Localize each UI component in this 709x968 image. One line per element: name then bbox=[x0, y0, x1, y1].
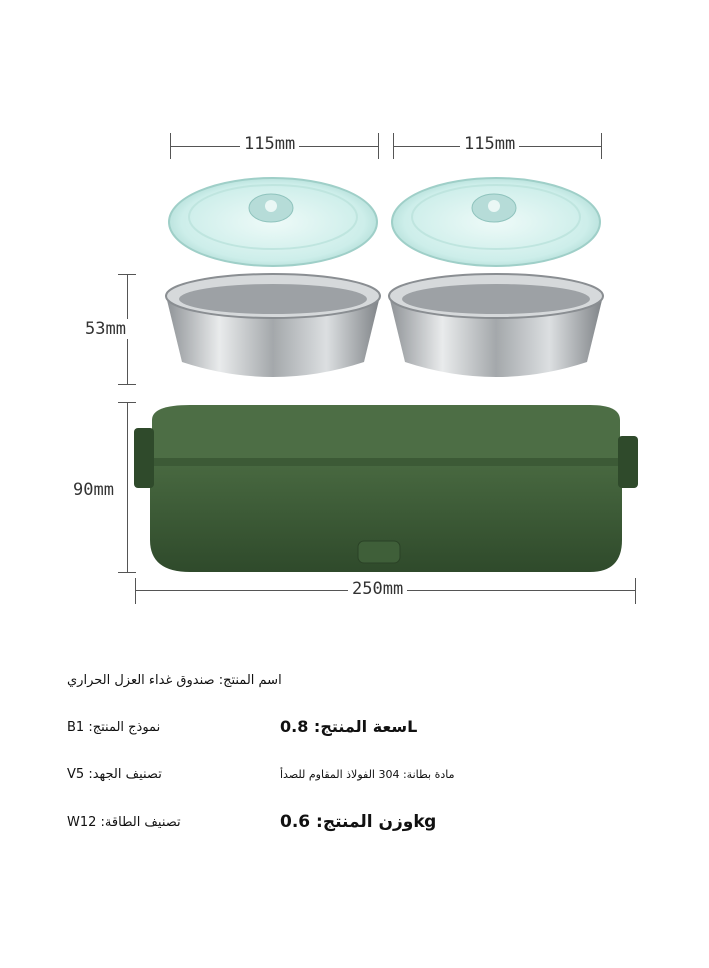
dim-tick bbox=[118, 384, 136, 385]
dim-tick bbox=[378, 133, 379, 159]
dim-tick bbox=[118, 572, 136, 573]
dim-tick bbox=[601, 133, 602, 159]
spec-weight: وزن المنتج: 0.6kg bbox=[280, 812, 436, 832]
green-lunch-box bbox=[134, 405, 638, 572]
dim-tick bbox=[135, 578, 136, 604]
dim-label-bowl-height: 53mm bbox=[82, 319, 129, 339]
dim-label-width-left: 115mm bbox=[240, 134, 299, 154]
bowl-left bbox=[166, 274, 380, 377]
lid-right bbox=[392, 178, 600, 266]
spec-model: B1 :نموذج المنتج bbox=[67, 720, 161, 735]
spec-capacity: سعة المنتج: 0.8L bbox=[280, 717, 418, 736]
dim-label-box-length: 250mm bbox=[348, 579, 407, 599]
dim-tick bbox=[635, 578, 636, 604]
spec-voltage: Vتصنيف الجهد: 5 bbox=[67, 767, 162, 782]
spec-product-name: اسم المنتج: صندوق غداء العزل الحراري bbox=[67, 673, 282, 688]
spec-power: Wتصنيف الطاقة: 12 bbox=[67, 815, 181, 830]
dim-line-box-height bbox=[127, 402, 128, 572]
lid-left bbox=[169, 178, 377, 266]
spec-liner-material: مادة بطانة: 304 الفولاذ المقاوم للصدأ bbox=[280, 768, 455, 781]
dim-tick bbox=[118, 402, 136, 403]
bowl-right bbox=[389, 274, 603, 377]
dim-label-width-right: 115mm bbox=[460, 134, 519, 154]
dim-tick bbox=[118, 274, 136, 275]
dim-tick bbox=[393, 133, 394, 159]
dim-tick bbox=[170, 133, 171, 159]
dim-label-box-height: 90mm bbox=[70, 480, 117, 500]
